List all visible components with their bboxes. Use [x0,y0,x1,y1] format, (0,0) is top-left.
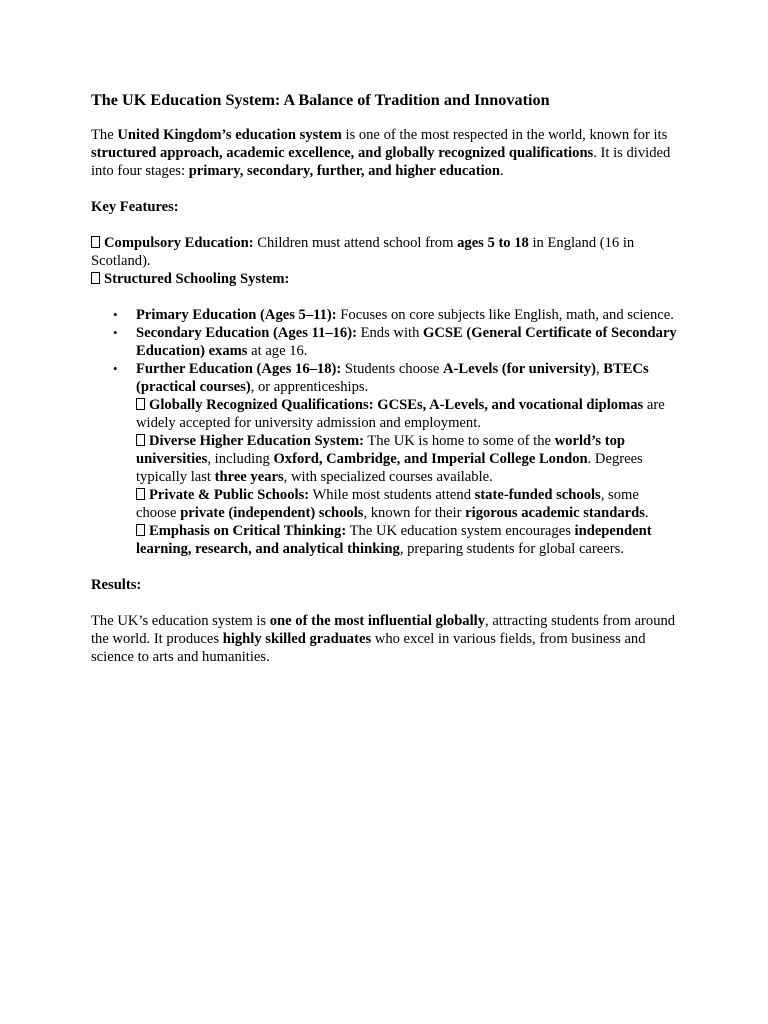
private-text: , some choose [136,487,639,521]
list-item-primary [113,306,681,324]
private-bold: rigorous academic standards [465,505,645,521]
private-label: Private & Public Schools: [149,487,310,503]
missing-glyph-icon [91,272,100,284]
list-item-further [113,360,681,558]
diverse-text: , including [207,451,274,467]
diverse-higher-education-paragraph [136,432,681,486]
document-title: The UK Education System: A Balance of Tradition and Innovation [91,91,550,109]
missing-glyph-icon [136,434,145,446]
further-bold: BTECs (practical courses) [136,361,649,395]
compulsory-bold: ages 5 to 18 [457,235,529,251]
secondary-bold: GCSE (General Certificate of Secondary Education) exams [136,325,677,359]
further-text: , [595,361,604,377]
globally-label: Globally Recognized Qualifications: GCSEs, A-Levels, and vocational diplomas [149,397,644,413]
globally-recognized-paragraph [136,396,681,432]
intro-text: is one of the most respected in the world, known for its [341,127,668,143]
key-features-heading-text: Key Features: [91,199,179,215]
primary-label: Primary Education (Ages 5–11): [136,307,337,323]
critical-bold: independent learning, research, and analytical thinking [136,523,652,557]
results-paragraph [91,612,681,666]
secondary-text: Ends with [356,325,424,341]
compulsory-text: in England (16 in Scotland). [91,235,635,269]
results-heading-text: Results: [91,577,142,593]
bullet-icon: • [113,361,118,376]
results-heading [91,576,681,594]
further-text: , or apprenticeships. [250,379,369,395]
results-text: , attracting students from around the world. It produces [91,613,676,647]
compulsory-education-paragraph [91,234,681,270]
globally-text: are widely accepted for university admission and employment. [136,397,665,431]
diverse-bold: Oxford, Cambridge, and Imperial College London [273,451,588,467]
results-text: who excel in various fields, from business and science to arts and humanities. [91,631,646,665]
intro-text: The [91,127,118,143]
diverse-text: The UK is home to some of the [363,433,555,449]
critical-thinking-paragraph [136,522,681,558]
further-label: Further Education (Ages 16–18): [136,361,342,377]
results-text: The UK’s education system is [91,613,270,629]
private-text: While most students attend [309,487,475,503]
diverse-bold: world’s top universities [136,433,626,467]
primary-text: Focuses on core subjects like English, math, and science. [336,307,674,323]
diverse-label: Diverse Higher Education System: [149,433,364,449]
diverse-bold: three years [214,469,284,485]
critical-text: The UK education system encourages [346,523,575,539]
results-bold: one of the most influential globally [269,613,486,629]
secondary-text: at age 16. [247,343,308,359]
list-item-secondary [113,324,681,360]
document-page [91,90,681,666]
results-bold: highly skilled graduates [222,631,372,647]
intro-bold: structured approach, academic excellence, and globally recognized qualifications [91,145,594,161]
missing-glyph-icon [136,398,145,410]
compulsory-text: Children must attend school from [253,235,458,251]
missing-glyph-icon [91,236,100,248]
key-features-heading [91,198,681,216]
private-bold: private (independent) schools [180,505,364,521]
bullet-list [91,306,681,558]
intro-text: . It is divided into four stages: [91,145,671,179]
diverse-text: . Degrees typically last [136,451,643,485]
intro-paragraph [91,126,681,180]
critical-label: Emphasis on Critical Thinking: [149,523,347,539]
diverse-text: , with specialized courses available. [283,469,493,485]
missing-glyph-icon [136,488,145,500]
missing-glyph-icon [136,524,145,536]
intro-text: . [500,163,504,179]
structured-label: Structured Schooling System: [104,271,290,287]
private-text: , known for their [363,505,466,521]
bullet-icon: • [113,325,118,340]
private-public-schools-paragraph [136,486,681,522]
private-text: . [644,505,649,521]
critical-text: , preparing students for global careers. [399,541,624,557]
bullet-icon: • [113,307,118,322]
secondary-label: Secondary Education (Ages 11–16): [136,325,357,341]
further-text: Students choose [341,361,443,377]
compulsory-label: Compulsory Education: [104,235,254,251]
private-bold: state-funded schools [474,487,601,503]
further-bold: A-Levels (for university) [443,361,596,377]
intro-bold: United Kingdom’s education system [117,127,342,143]
structured-schooling-paragraph [91,270,681,288]
intro-bold: primary, secondary, further, and higher education [188,163,501,179]
